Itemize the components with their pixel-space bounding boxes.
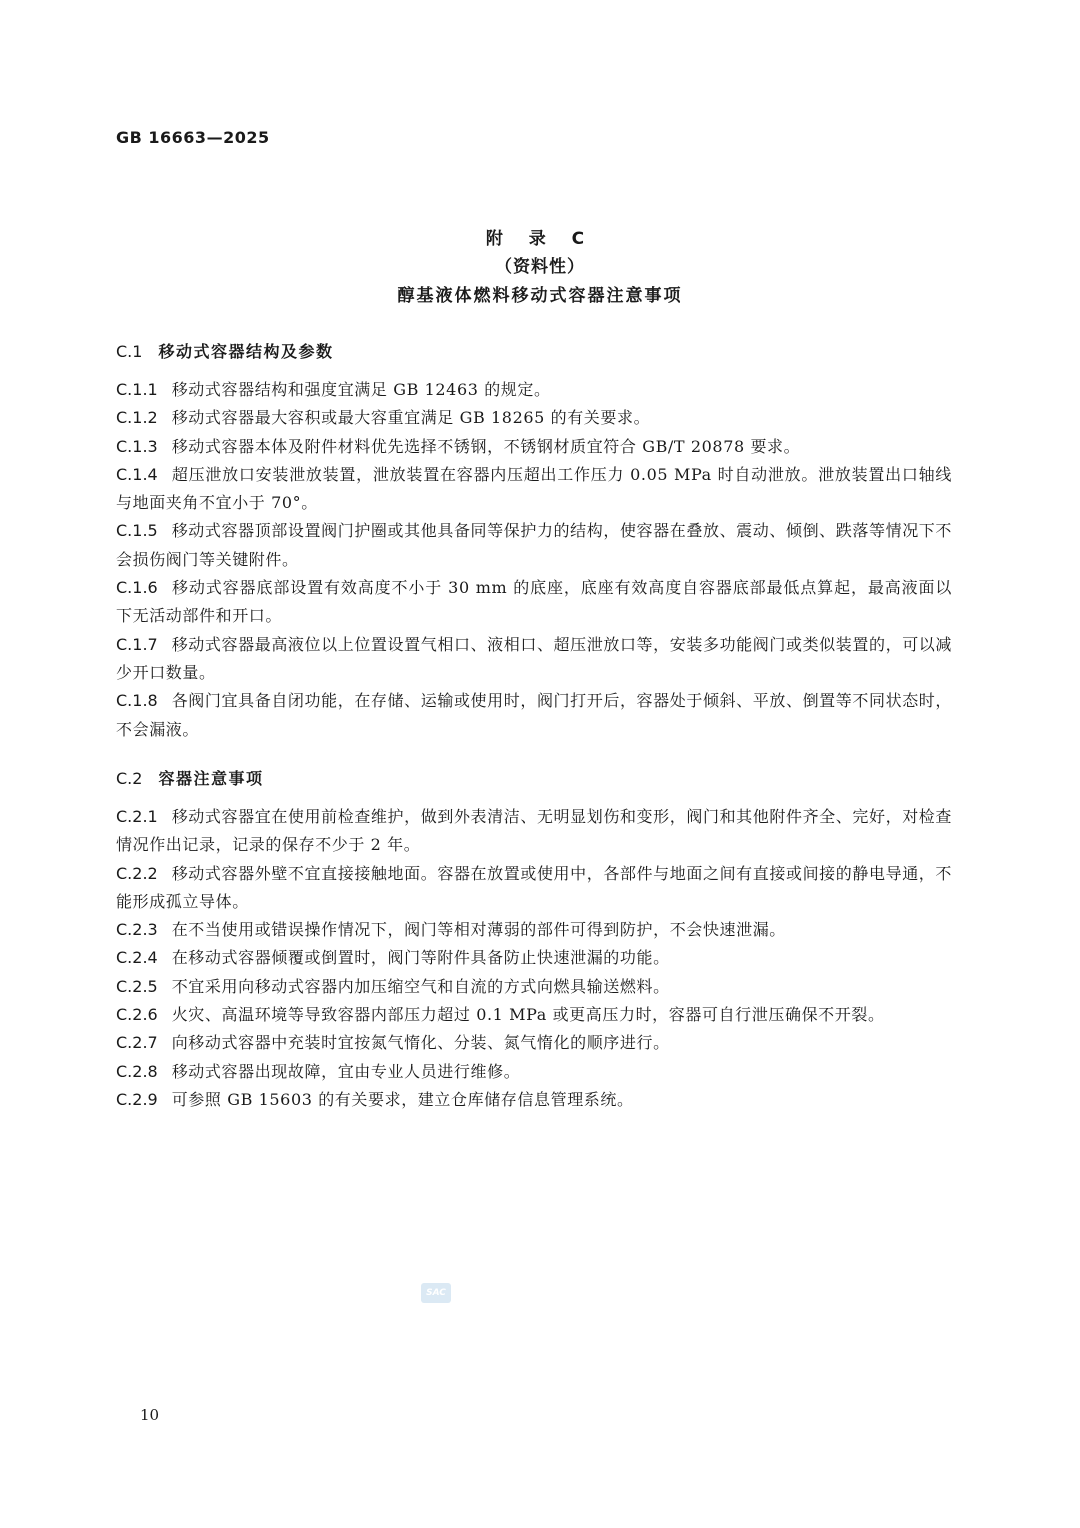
clause-text: 不宜采用向移动式容器内加压缩空气和自流的方式向燃具输送燃料。 (171, 976, 670, 996)
appendix-name: 醇基液体燃料移动式容器注意事项 (397, 286, 683, 306)
clause-number: C.1.3 (116, 436, 158, 456)
clause (116, 803, 952, 860)
clause (116, 687, 952, 744)
page-number: 10 (140, 1406, 160, 1424)
clause (116, 1029, 952, 1057)
section-title: 移动式容器结构及参数 (158, 342, 334, 361)
clause-number: C.2.6 (116, 1005, 158, 1025)
clause-number: C.1.2 (116, 408, 158, 428)
clause-text: 移动式容器外壁不宜直接接触地面。容器在放置或使用中，各部件与地面之间有直接或间接的静电导通，不能形成孤立导体。 (116, 863, 952, 911)
clause-text: 向移动式容器中充装时宜按氮气惰化、分装、氮气惰化的顺序进行。 (171, 1033, 670, 1053)
clause (116, 860, 952, 917)
clause-number: C.1.1 (116, 380, 158, 399)
section-heading-c1 (116, 339, 333, 362)
clause-text: 超压泄放口安装泄放装置，泄放装置在容器内压超出工作压力 0.05 MPa 时自动泄放。泄放装置出口轴线与地面夹角不宜小于 70°。 (116, 464, 952, 513)
appendix-nature: （资料性） (495, 257, 585, 277)
clause-text: 移动式容器最大容积或最大容重宜满足 GB 18265 的有关要求。 (171, 408, 651, 428)
section-heading-c2 (116, 766, 263, 789)
clause-number: C.1.4 (116, 464, 158, 484)
section-title: 容器注意事项 (158, 769, 264, 788)
clause-number: C.2.4 (116, 948, 158, 968)
clause (116, 574, 952, 631)
clause-text: 移动式容器最高液位以上位置设置气相口、液相口、超压泄放口等，安装多功能阀门或类似装置的，可以减少开口数量。 (116, 634, 952, 682)
clause-number: C.2.1 (116, 807, 158, 826)
clause-text: 可参照 GB 15603 的有关要求，建立仓库储存信息管理系统。 (171, 1089, 634, 1109)
clause-text: 火灾、高温环境等导致容器内部压力超过 0.1 MPa 或更高压力时，容器可自行泄压确保不开裂。 (171, 1005, 885, 1025)
clause (116, 1001, 952, 1029)
clause-text: 移动式容器本体及附件材料优先选择不锈钢，不锈钢材质宜符合 GB/T 20878 要求。 (171, 436, 801, 456)
clause-number: C.1.5 (116, 521, 158, 541)
clause-text: 移动式容器出现故障，宜由专业人员进行维修。 (171, 1061, 521, 1081)
section-c1-clauses (116, 376, 952, 744)
clause-number: C.2.8 (116, 1061, 158, 1081)
clause-number: C.1.7 (116, 634, 158, 654)
clause (116, 404, 952, 432)
clause-text: 移动式容器顶部设置阀门护圈或其他具备同等保护力的结构，使容器在叠放、震动、倾倒、跌落等情况下不会损伤阀门等关键附件。 (116, 521, 952, 569)
appendix-title: 附 录 C (485, 229, 595, 249)
section-number: C.1 (116, 342, 143, 361)
clause (116, 944, 952, 972)
clause-number: C.2.2 (116, 863, 158, 883)
clause-text: 在移动式容器倾覆或倒置时，阀门等附件具备防止快速泄漏的功能。 (171, 948, 670, 968)
clause-number: C.2.3 (116, 920, 158, 940)
standard-code: GB 16663—2025 (116, 128, 270, 147)
clause (116, 461, 952, 518)
clause-number: C.1.6 (116, 578, 158, 598)
section-number: C.2 (116, 769, 143, 788)
clause (116, 973, 952, 1001)
clause (116, 376, 952, 404)
clause-text: 在不当使用或错误操作情况下，阀门等相对薄弱的部件可得到防护，不会快速泄漏。 (171, 920, 786, 940)
clause (116, 1086, 952, 1114)
clause-text: 各阀门宜具备自闭功能，在存储、运输或使用时，阀门打开后，容器处于倾斜、平放、倒置等不同状态时，不会漏液。 (116, 691, 952, 739)
clause-number: C.1.8 (116, 691, 158, 711)
clause (116, 631, 952, 688)
sac-watermark-logo: SAC (421, 1283, 451, 1303)
clause-text: 移动式容器结构和强度宜满足 GB 12463 的规定。 (171, 380, 551, 399)
clause-text: 移动式容器宜在使用前检查维护，做到外表清洁、无明显划伤和变形，阀门和其他附件齐全、完好，对检查情况作出记录，记录的保存不少于 2 年。 (116, 807, 952, 855)
clause (116, 517, 952, 574)
clause (116, 433, 952, 461)
clause-number: C.2.7 (116, 1033, 158, 1053)
clause-text: 移动式容器底部设置有效高度不小于 30 mm 的底座，底座有效高度自容器底部最低点算起，最高液面以下无活动部件和开口。 (116, 578, 952, 626)
clause-number: C.2.5 (116, 976, 158, 996)
clause (116, 916, 952, 944)
clause (116, 1058, 952, 1086)
clause-number: C.2.9 (116, 1089, 158, 1109)
section-c2-clauses (116, 803, 952, 1114)
